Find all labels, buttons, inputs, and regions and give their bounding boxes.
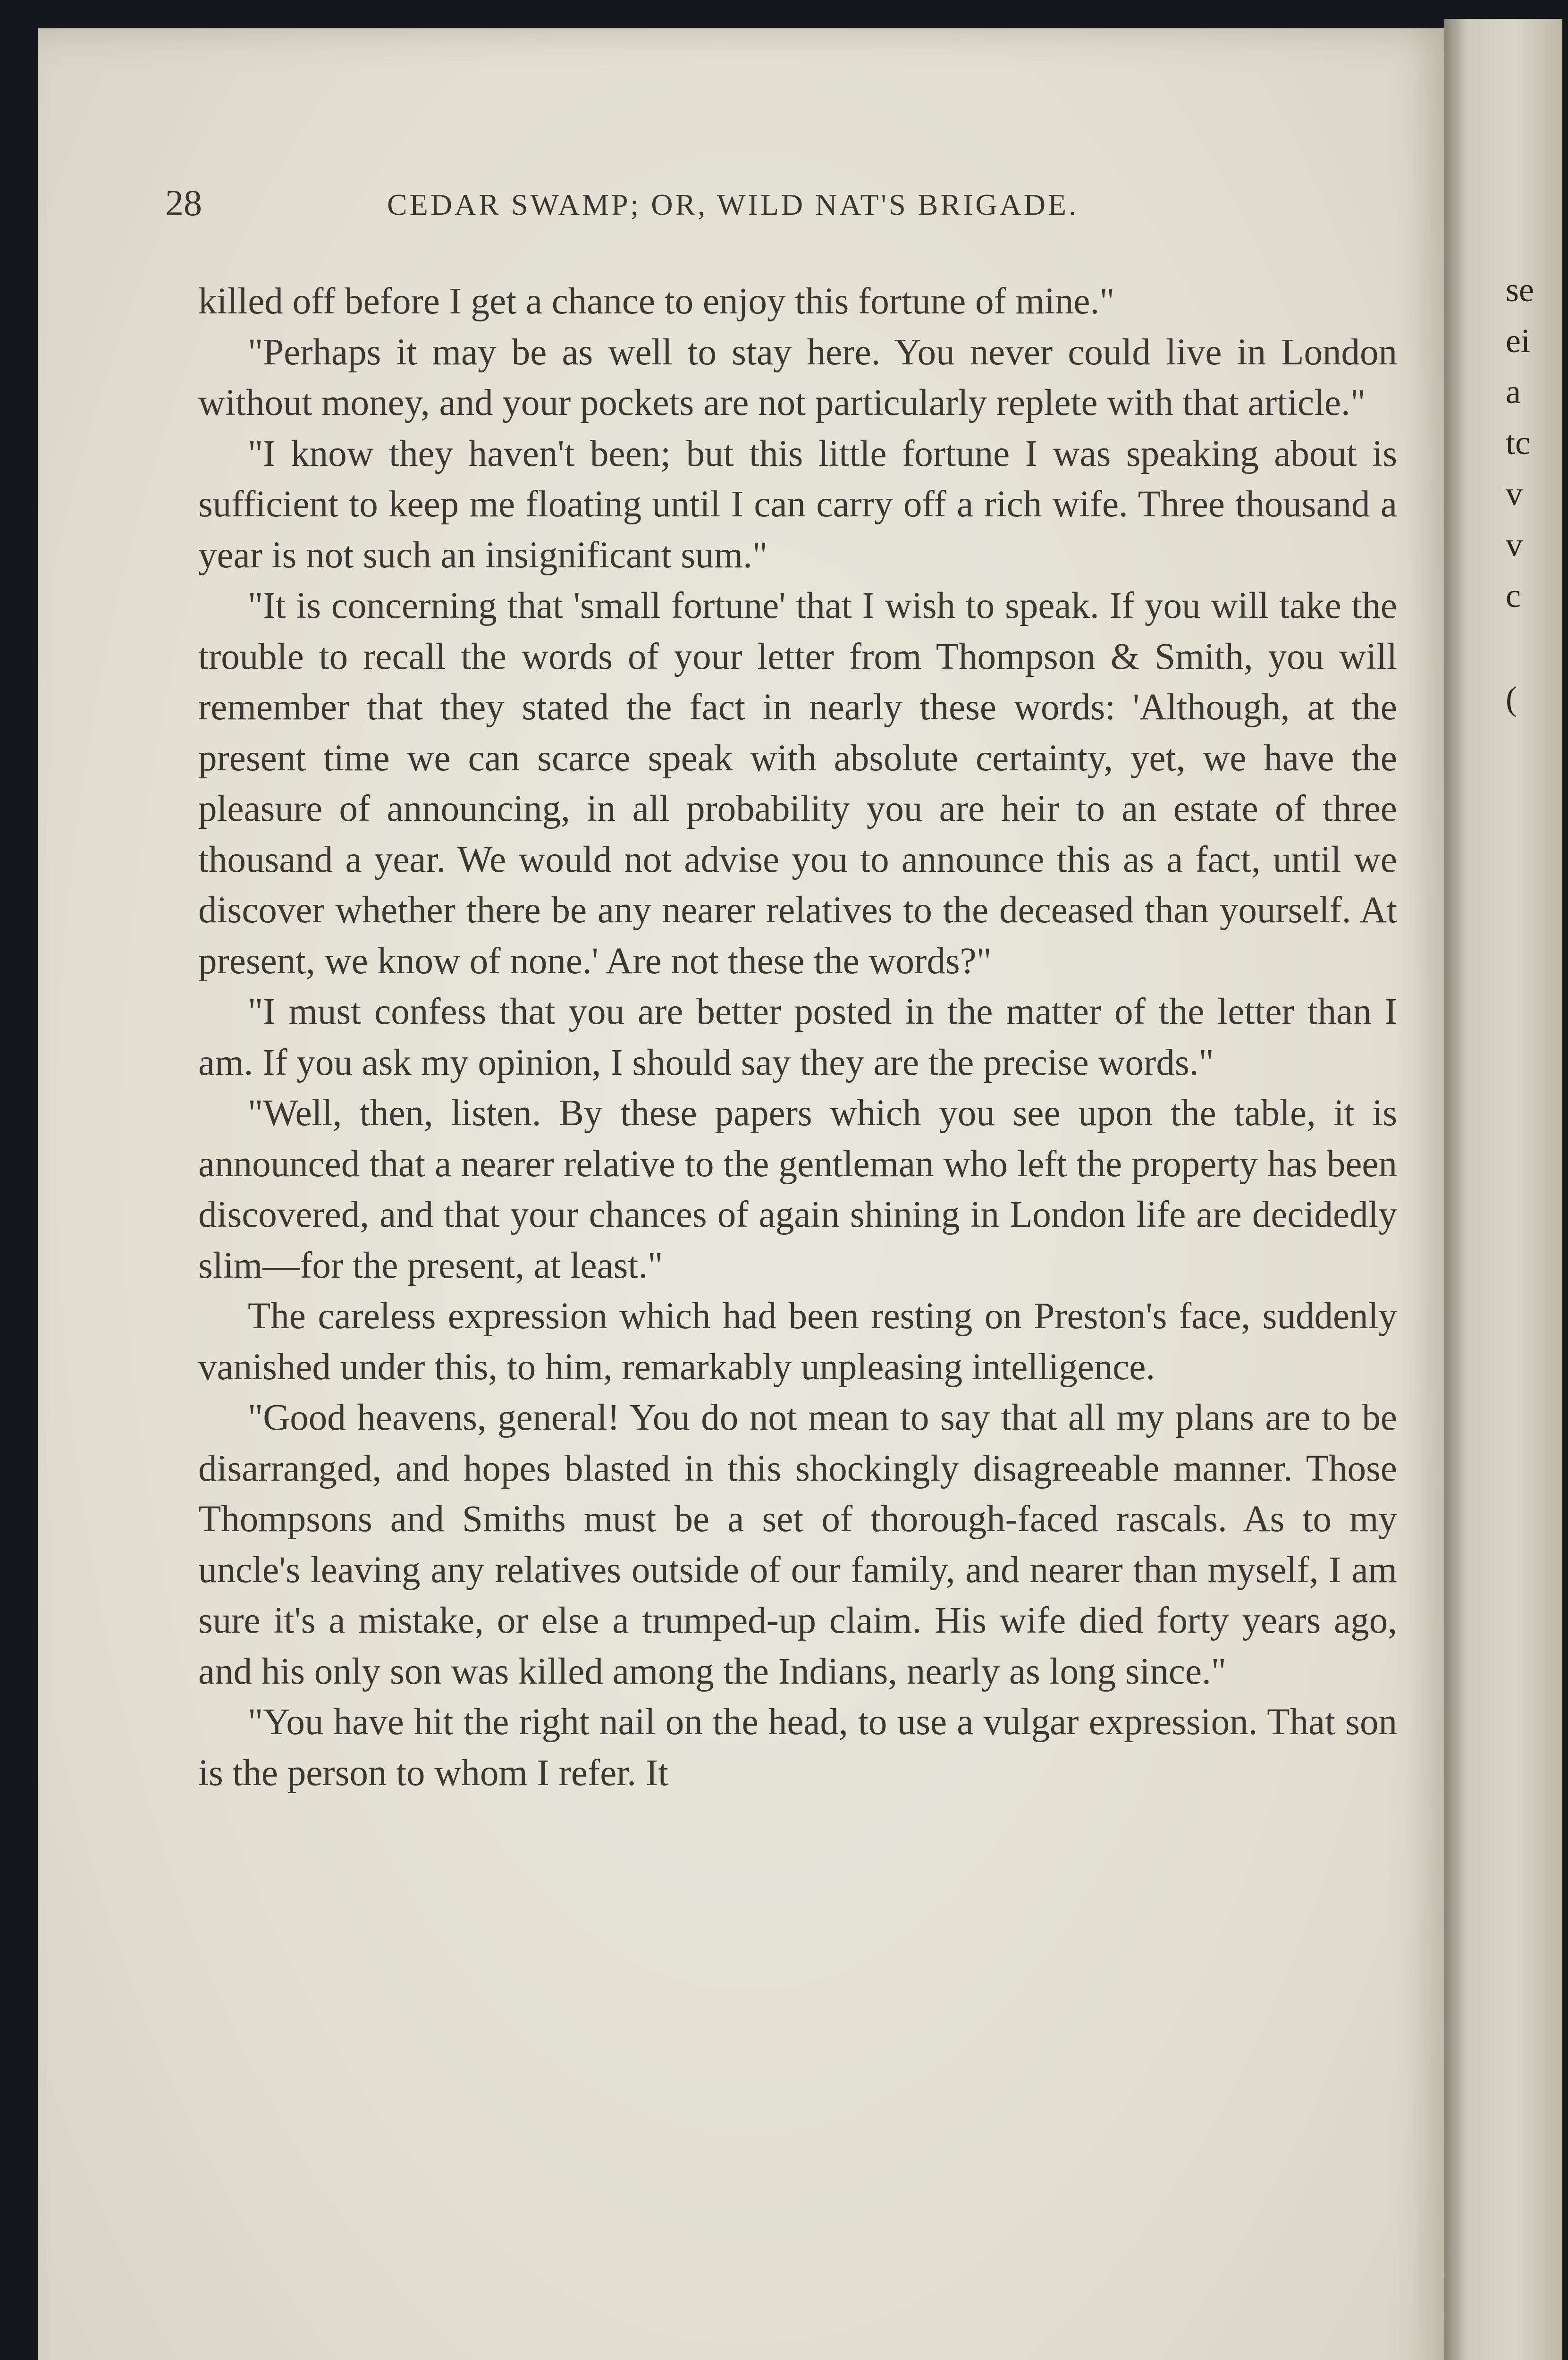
fragment: tc bbox=[1506, 424, 1530, 462]
paragraph: "It is concerning that 'small fortune' that I wish to speak. If you will take the trouble to recall the words of your letter from Thompson & Smith, you will remember that they stated the fact in nearly these words: 'Although, at the present time we can scarce speak with absolute certainty, yet, we have the pleasure of announcing, in all probability you are heir to an estate of three thousand a year. We would not advise you to announce this as a fact, until we discover whether there be any nearer relatives to the deceased than yourself. At present, we know of none.' Are not these the words?" bbox=[198, 585, 1397, 982]
fragment: se bbox=[1506, 271, 1534, 309]
paragraph: "I know they haven't been; but this little fortune I was speaking about is sufficient to keep me floating until I can carry off a rich wife. Three thousand a year is not such an insignificant sum." bbox=[198, 433, 1397, 576]
page-number: 28 bbox=[165, 182, 202, 223]
fragment: c bbox=[1506, 577, 1521, 615]
page-header bbox=[165, 182, 1392, 234]
facing-page-fragments bbox=[1506, 264, 1553, 724]
fragment: v bbox=[1506, 526, 1523, 564]
fragment: ei bbox=[1506, 322, 1530, 360]
paragraph: "Good heavens, general! You do not mean to say that all my plans are to be disarranged, and hopes blasted in this shockingly disagreeable manner. Those Thompsons and Smiths must be a set of thorough-faced rascals. As to my uncle's leaving any relatives outside of our family, and nearer than myself, I am sure it's a mistake, or else a trumped-up claim. His wife died forty years ago, and his only son was killed among the Indians, nearly as long since." bbox=[198, 1397, 1397, 1692]
page-body bbox=[198, 276, 1397, 1798]
paragraph: "Well, then, listen. By these papers which you see upon the table, it is announced that a nearer relative to the gentleman who left the property has been discovered, and that your chances of again shining in London life are decidedly slim—for the present, at least." bbox=[198, 1093, 1397, 1286]
paragraph: killed off before I get a chance to enjoy this fortune of mine." bbox=[198, 281, 1115, 322]
paragraph: "You have hit the right nail on the head, to use a vulgar expression. That son is the person to whom I refer. It bbox=[198, 1702, 1397, 1794]
paragraph: "Perhaps it may be as well to stay here. You never could live in London without money, and your pockets are not particularly replete with that article." bbox=[198, 331, 1397, 423]
paragraph: The careless expression which had been resting on Preston's face, suddenly vanished under this, to him, remarkably unpleasing intelligence. bbox=[198, 1296, 1397, 1388]
fragment: ( bbox=[1506, 680, 1517, 717]
running-title: CEDAR SWAMP; OR, WILD NAT'S BRIGADE. bbox=[387, 188, 1079, 221]
fragment: a bbox=[1506, 373, 1521, 411]
paragraph: "I must confess that you are better posted in the matter of the letter than I am. If you ask my opinion, I should say they are the precise words." bbox=[198, 991, 1397, 1083]
fragment: v bbox=[1506, 475, 1523, 513]
